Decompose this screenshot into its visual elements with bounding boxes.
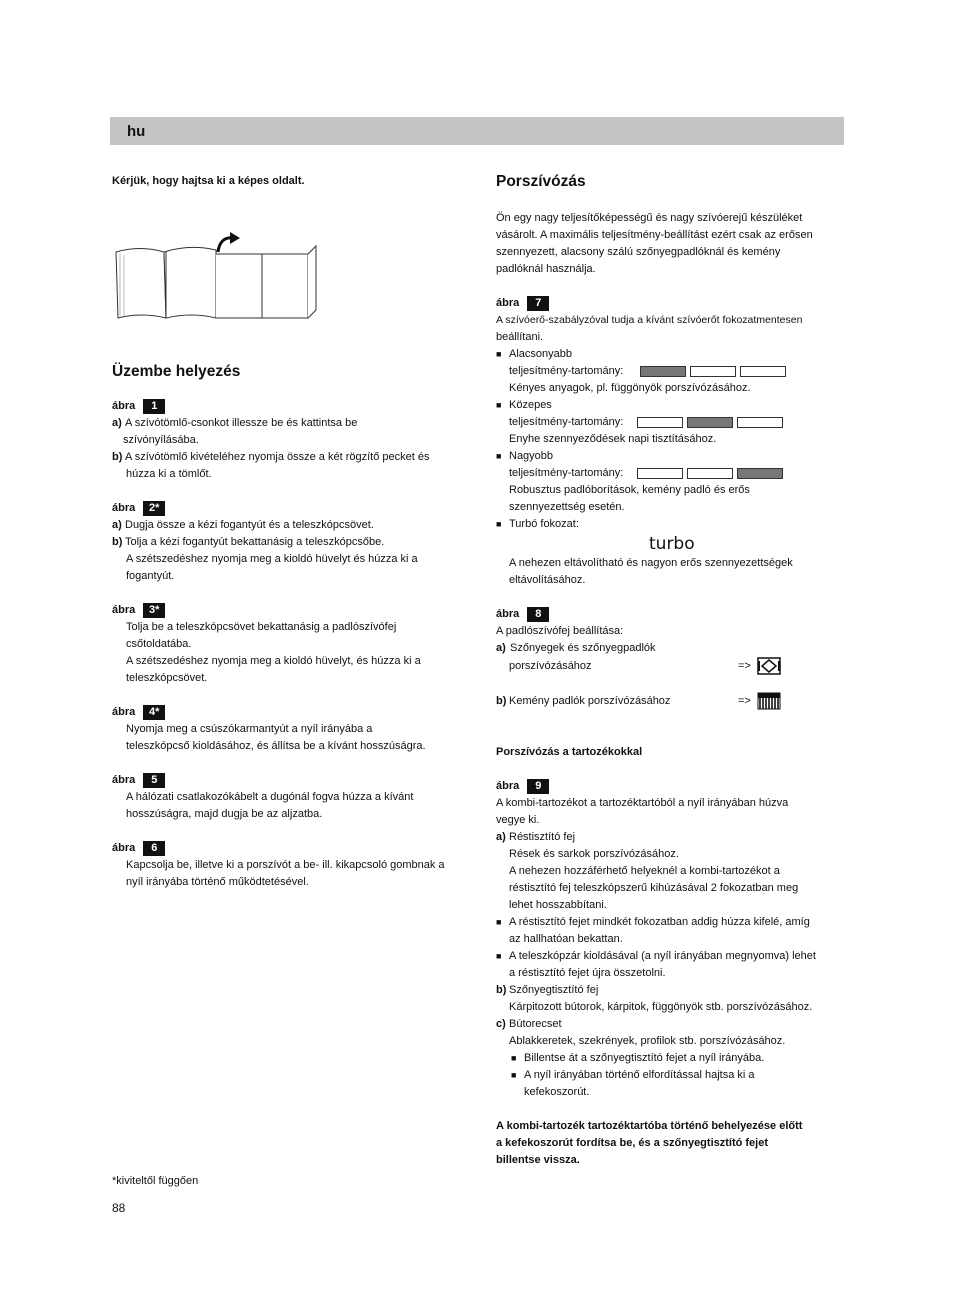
power-bar-segment	[687, 468, 733, 479]
page-number: 88	[112, 1201, 126, 1215]
text-line: vásárolt. A maximális teljesítmény-beállítást ezért csak az erősen	[496, 229, 813, 241]
text-line: billentse vissza.	[496, 1154, 580, 1166]
power-bar-segment	[637, 468, 683, 479]
figure-6-block	[112, 840, 462, 891]
left-column	[112, 170, 462, 891]
figure-1-block	[112, 398, 462, 483]
power-bar-segment	[740, 366, 786, 377]
power-bar-segment	[737, 417, 783, 428]
text-line: Nyomja meg a csúszókarmantyút a nyíl irányába a	[126, 723, 373, 735]
text-line: A szétszedéshez nyomja meg a kioldó hüvelyt, és húzza ki a	[126, 655, 421, 667]
text-line: Turbó fokozat:	[509, 518, 579, 530]
figure-label: ábra	[112, 502, 136, 514]
text-line: Ablakkeretek, szekrények, profilok stb. porszívózásához.	[509, 1035, 786, 1047]
text-line: A kombi-tartozékot a tartozéktartóból a nyíl irányában húzva	[496, 797, 789, 809]
footnote: *kiviteltől függően	[112, 1175, 199, 1187]
text-line: A nehezen hozzáférhető helyeknél a kombi-tartozékot a	[509, 865, 780, 877]
figure-label: ábra	[496, 608, 520, 620]
power-bar-segment	[690, 366, 736, 377]
language-bar	[110, 117, 844, 145]
text-line: húzza ki a tömlőt.	[126, 468, 212, 480]
text-line: A teleszkópzár kioldásával (a nyíl irányában megnyomva) lehet	[509, 950, 816, 962]
text-line: szívónyílásába.	[123, 434, 199, 446]
text-line: A kombi-tartozék tartozéktartóba történő behelyezése előtt	[496, 1120, 803, 1132]
figure-label: ábra	[496, 297, 520, 309]
figure-number-badge: 3*	[143, 603, 165, 618]
figure-number-badge: 1	[143, 399, 165, 414]
final-note	[496, 1118, 846, 1169]
text-line: a réstisztító fejet újra összetolni.	[509, 967, 666, 979]
item-label: a)	[112, 519, 122, 531]
text-line: porszívózásához	[509, 659, 592, 672]
text-line: Ön egy nagy teljesítőképességű és nagy szívóerejű készüléket	[496, 212, 803, 224]
text-line: szennyezettség esetén.	[509, 501, 625, 513]
text-line: A padlószívófej beállítása:	[496, 625, 624, 637]
power-bar-segment	[637, 417, 683, 428]
section-heading-vacuuming: Porszívózás	[496, 173, 586, 190]
section-heading-setup: Üzembe helyezés	[112, 363, 241, 380]
figure-label: ábra	[112, 604, 136, 616]
figure-number-badge: 2*	[143, 501, 165, 516]
text-line: Szőnyegek és szőnyegpadlók	[510, 642, 656, 654]
figure-label: ábra	[112, 400, 136, 412]
arrow-symbol: =>	[738, 694, 751, 707]
text-line: Robusztus padlóborítások, kemény padló és erős	[509, 484, 750, 496]
text-line: réstisztító fej teleszkópszerű kihúzásával 2 fokozatban meg	[509, 882, 799, 894]
figure-number-badge: 5	[143, 773, 165, 788]
square-bullet-icon: ■	[496, 917, 502, 927]
text-line: teljesítmény-tartomány:	[509, 416, 624, 428]
text-line: kefekoszorút.	[524, 1086, 590, 1098]
item-label: c)	[496, 1018, 506, 1030]
text-line: Kemény padlók porszívózásához	[509, 694, 671, 707]
item-label: a)	[112, 417, 122, 429]
figure-label: ábra	[112, 774, 136, 786]
text-line: A hálózati csatlakozókábelt a dugónál fogva húzza a kívánt	[126, 791, 414, 803]
text-line: A szívóerő-szabályzóval tudja a kívánt szívóerőt fokozatmentesen	[496, 314, 803, 326]
figure-number-badge: 8	[527, 607, 549, 622]
intro-paragraph	[496, 210, 846, 278]
figure-5-block	[112, 772, 462, 823]
text-line: lehet hosszabbítani.	[509, 899, 607, 911]
text-line: A réstisztító fejet mindkét fokozatban addig húzza kifelé, amíg	[509, 916, 810, 928]
item-label: a)	[496, 831, 506, 843]
text-line: beállítani.	[496, 331, 544, 343]
text-line: Nagyobb	[509, 450, 554, 462]
power-bar-segment	[687, 417, 733, 428]
text-line: Kárpitozott bútorok, kárpitok, függönyök stb. porszívózásához.	[509, 1001, 813, 1013]
square-bullet-icon: ■	[496, 951, 502, 961]
text-line: Kényes anyagok, pl. függönyök porszívózásához.	[509, 382, 751, 394]
text-line: csőtoldatába.	[126, 638, 192, 650]
text-line: Közepes	[509, 399, 552, 411]
power-level-low-indicator	[640, 366, 786, 377]
right-column	[496, 170, 846, 1169]
text-line: Tolja be a teleszkópcsövet bekattanásig a padlószívófej	[126, 621, 397, 633]
figure-2-block	[112, 500, 462, 585]
text-line: A nyíl irányában történő elfordítással hajtsa ki a	[524, 1069, 755, 1081]
folded-page-illustration	[114, 230, 324, 320]
figure-9-block	[496, 778, 846, 1101]
figure-4-block	[112, 704, 462, 755]
power-level-medium-indicator	[637, 417, 783, 428]
text-line: teleszkópcsövet.	[126, 672, 208, 684]
figure-label: ábra	[112, 842, 136, 854]
figure-number-badge: 4*	[143, 705, 165, 720]
text-line: Dugja össze a kézi fogantyút és a teleszkópcsövet.	[125, 519, 374, 531]
text-line: fogantyút.	[126, 570, 175, 582]
text-line: A nehezen eltávolítható és nagyon erős szennyezettségek	[509, 557, 793, 569]
figure-3-block	[112, 602, 462, 687]
text-line: Szőnyegtisztító fej	[509, 984, 599, 996]
language-code: hu	[127, 123, 146, 140]
text-line: A szívótömlő-csonkot illessze be és kattintsa be	[125, 417, 358, 429]
text-line: Rések és sarkok porszívózásához.	[509, 848, 679, 860]
text-line: Bútorecset	[509, 1018, 562, 1030]
item-label: b)	[496, 694, 507, 707]
text-line: eltávolításához.	[509, 574, 586, 586]
text-line: teljesítmény-tartomány:	[509, 467, 624, 479]
square-bullet-icon: ■	[511, 1070, 517, 1080]
square-bullet-icon: ■	[496, 451, 502, 461]
text-line: az hallhatóan bekattan.	[509, 933, 623, 945]
text-line: A szétszedéshez nyomja meg a kioldó hüvelyt és húzza ki a	[126, 553, 418, 565]
turbo-label: turbo	[649, 534, 695, 554]
text-line: Kapcsolja be, illetve ki a porszívót a be- ill. kikapcsoló gombnak a	[126, 859, 445, 871]
text-line: Alacsonyabb	[509, 348, 572, 360]
text-line: teljesítmény-tartomány:	[509, 365, 624, 377]
text-line: A szívótömlő kivételéhez nyomja össze a két rögzítő pecket és	[125, 451, 430, 463]
text-line: padlóknál használja.	[496, 263, 596, 275]
figure-number-badge: 9	[527, 779, 549, 794]
text-line: szennyezett, alacsony szálú szőnyegpadlóknál és kemény	[496, 246, 781, 258]
figure-7-block	[496, 295, 846, 589]
figure-number-badge: 7	[527, 296, 549, 311]
text-line: nyíl irányába történő működtetésével.	[126, 876, 309, 888]
text-line: hosszúságra, majd dugja be az aljzatba.	[126, 808, 323, 820]
arrow-symbol: =>	[738, 659, 751, 672]
power-level-high-indicator	[637, 468, 783, 479]
square-bullet-icon: ■	[496, 519, 502, 529]
text-line: Tolja a kézi fogantyút bekattanásig a teleszkópcsőbe.	[125, 536, 385, 548]
carpet-setting-icon	[757, 657, 781, 675]
fold-note: Kérjük, hogy hajtsa ki a képes oldalt.	[112, 175, 305, 187]
square-bullet-icon: ■	[496, 400, 502, 410]
figure-number-badge: 6	[143, 841, 165, 856]
text-line: Réstisztító fej	[509, 831, 576, 843]
item-label: b)	[496, 984, 507, 996]
square-bullet-icon: ■	[496, 349, 502, 359]
text-line: vegye ki.	[496, 814, 540, 826]
figure-label: ábra	[496, 780, 520, 792]
item-label: b)	[112, 451, 123, 463]
figure-8-block	[496, 606, 846, 710]
text-line: teleszkópcső kioldásához, és állítsa be a kívánt hosszúságra.	[126, 740, 426, 752]
power-bar-segment	[640, 366, 686, 377]
text-line: Enyhe szennyeződések napi tisztításához.	[509, 433, 717, 445]
item-label: a)	[496, 642, 506, 654]
square-bullet-icon: ■	[511, 1053, 517, 1063]
text-line: a kefekoszorút fordítsa be, és a szőnyegtisztító fejet	[496, 1137, 769, 1149]
hard-floor-setting-icon	[757, 692, 781, 710]
figure-label: ábra	[112, 706, 136, 718]
text-line: Billentse át a szőnyegtisztító fejet a nyíl irányába.	[524, 1052, 765, 1064]
accessories-heading: Porszívózás a tartozékokkal	[496, 746, 643, 758]
item-label: b)	[112, 536, 123, 548]
power-bar-segment	[737, 468, 783, 479]
